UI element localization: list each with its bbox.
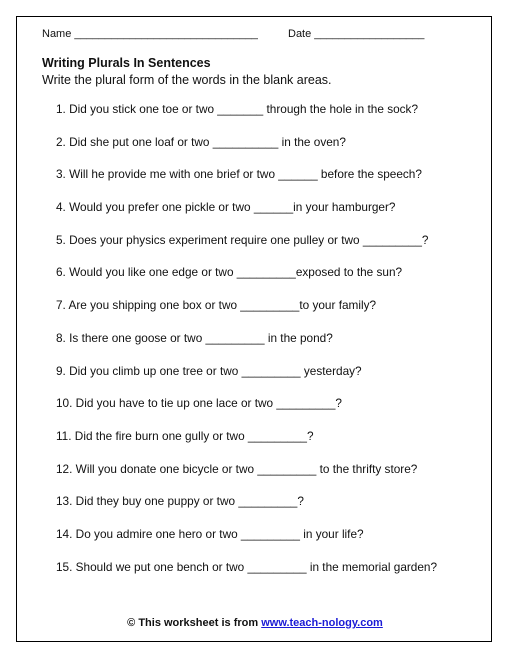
- question-item: [56, 396, 437, 429]
- question-number: 6.: [56, 265, 66, 280]
- question-number: 13.: [56, 494, 73, 509]
- question-item: [56, 494, 437, 527]
- question-number: 11.: [56, 428, 72, 443]
- footer-credit: [0, 617, 510, 629]
- question-number: 3.: [56, 167, 66, 182]
- question-text: Would you prefer one pickle or two ______in your hamburger?: [69, 200, 396, 215]
- question-item: [56, 200, 437, 233]
- question-item: [56, 265, 437, 298]
- question-text: Are you shipping one box or two _________to your family?: [68, 298, 377, 313]
- question-item: [56, 462, 437, 495]
- question-text: Did she put one loaf or two __________ in the oven?: [69, 134, 346, 149]
- date-field: Date __________________: [288, 28, 425, 40]
- question-item: [56, 560, 437, 593]
- question-number: 15.: [56, 559, 73, 574]
- question-item: [56, 167, 437, 200]
- question-number: 1.: [56, 102, 66, 116]
- question-text: Will he provide me with one brief or two ______ before the speech?: [69, 167, 422, 182]
- question-number: 2.: [56, 134, 66, 149]
- question-item: [56, 298, 437, 331]
- question-list: [56, 102, 437, 592]
- question-item: [56, 429, 437, 462]
- question-number: 9.: [56, 363, 66, 378]
- instructions: Write the plural form of the words in the blank areas.: [42, 73, 332, 87]
- question-item: [56, 364, 437, 397]
- question-item: [56, 331, 437, 364]
- question-text: Will you donate one bicycle or two _________ to the thrifty store?: [72, 461, 418, 476]
- question-text: Did you stick one toe or two _______ through the hole in the sock?: [69, 102, 419, 116]
- question-text: Did they buy one puppy or two _________?: [72, 494, 304, 509]
- question-number: 4.: [56, 200, 66, 215]
- question-text: Did you climb up one tree or two _________ yesterday?: [69, 363, 362, 378]
- question-number: 12.: [56, 461, 73, 476]
- question-text: Should we put one bench or two _________ in the memorial garden?: [72, 559, 438, 574]
- teach-nology-link[interactable]: www.teach-nology.com: [261, 617, 383, 629]
- question-item: [56, 102, 437, 135]
- question-item: [56, 233, 437, 266]
- question-text: Does your physics experiment require one pulley or two _________?: [69, 232, 429, 247]
- question-number: 5.: [56, 232, 66, 247]
- question-text: Did you have to tie up one lace or two _________?: [72, 396, 342, 411]
- question-text: Did the fire burn one gully or two _________?: [71, 428, 314, 443]
- name-field: Name ______________________________: [42, 28, 258, 40]
- question-number: 7.: [56, 298, 66, 313]
- question-number: 8.: [56, 330, 66, 345]
- question-item: [56, 135, 437, 168]
- question-text: Is there one goose or two _________ in the pond?: [69, 330, 333, 345]
- worksheet-title: Writing Plurals In Sentences: [42, 56, 211, 70]
- question-item: [56, 527, 437, 560]
- question-number: 10.: [56, 396, 73, 411]
- question-number: 14.: [56, 526, 73, 541]
- question-text: Would you like one edge or two _________exposed to the sun?: [69, 265, 403, 280]
- question-text: Do you admire one hero or two _________ in your life?: [72, 526, 364, 541]
- footer-text: © This worksheet is from: [127, 617, 262, 629]
